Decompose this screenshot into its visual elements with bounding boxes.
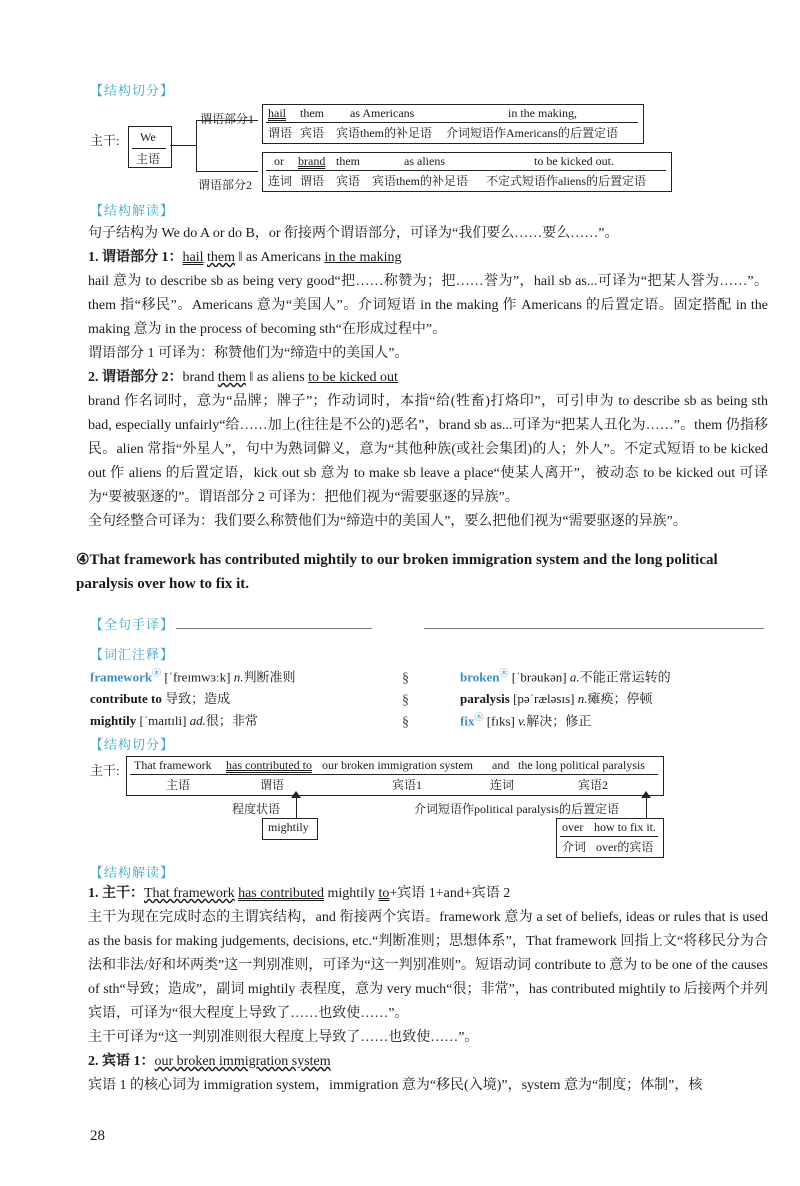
pred2-role: 宾语them的补足语 (372, 174, 468, 188)
fork-line (196, 120, 197, 172)
pred1-word: as Americans (350, 106, 415, 120)
fork-line (170, 145, 196, 146)
divider (132, 148, 166, 149)
vocab-mark: ㊍ (152, 668, 162, 678)
heading-part: them (217, 370, 246, 385)
main-word: the long political paralysis (518, 758, 645, 772)
heading-main-clause (88, 882, 510, 906)
heading-part: our broken immigration system (154, 1054, 331, 1069)
paragraph: 宾语 1 的核心词为 immigration system，immigration 意为“移民(入境)”，system 意为“制度；体制”，核 (88, 1078, 703, 1093)
vocab-word: framework (90, 669, 153, 685)
arrow-line (296, 796, 297, 818)
main-role: 连词 (490, 778, 515, 792)
vocab-mark: ㊍ (499, 668, 509, 678)
pred2-word: as aliens (404, 154, 445, 168)
pred1-word: them (300, 106, 324, 120)
heading-part: mightily (324, 886, 379, 901)
vocab-word: mightily (90, 713, 137, 728)
pred2-role: 不定式短语作aliens的后置定语 (486, 174, 646, 188)
pp-role: over的宾语 (596, 840, 654, 854)
main-role: 宾语1 (392, 778, 423, 792)
vocab-entry (90, 688, 230, 707)
translation-blank-line[interactable] (176, 628, 372, 629)
section-tag-structure-analysis-1: 【结构解读】 (90, 204, 175, 219)
main-role: 主语 (166, 778, 191, 792)
vocab-entry (90, 710, 258, 729)
vocab-meaning: 瘫痪；停顿 (587, 691, 653, 706)
vocab-pos: v. (518, 713, 527, 729)
heading-part: to be kicked out (308, 370, 398, 385)
vocab-entry (90, 666, 295, 685)
divider (266, 170, 666, 171)
pred1-role: 谓语 (268, 126, 293, 140)
main-role: 谓语 (260, 778, 285, 792)
heading-part: them (207, 250, 235, 265)
pred2-word: or (274, 154, 284, 168)
adverbial-label: 程度状语 (232, 802, 281, 816)
paragraph: brand 作名词时，意为“品牌；牌子”；作动词时，本指“给(牲畜)打烙印”，可引申为 to describe sb as being sth bad, especially unfairly“给……加上(往往是不公的)恶名”，brand sb as...可译为“把某人丑化为……”。them 仍指移民。alien 常指“外星人”，句中为熟词僻义，意为“其他种族(或社会集团)的人；外人”。不定式短语 to be kicked out 作 aliens 的后置定语，kick out sb 意为 to make sb leave a place“使某人离开”，被动态 to be kicked out 可译为“要被驱逐的”。谓语部分 2 可译为：把他们视为“需要驱逐的异族”。 (88, 394, 768, 505)
divider (266, 122, 638, 123)
pred2-role: 宾语 (336, 174, 361, 188)
column-divider-icon: § § § (402, 671, 409, 730)
heading-part: brand (182, 370, 215, 385)
paragraph: 主干为现在完成时态的主谓宾结构，and 衔接两个宾语。framework 意为 a set of beliefs, ideas or rules that is used as the basis for making judgements, decisions, etc.“判断准则；思想体系”，That framework 回指上文“将移民分为合法和非法/好和坏两类”这一判别准则，可译为“这一判别准则”。短语动词 contribute to 意为 to be one of the causes of sth“导致；造成”，副词 mightily 表程度，意为 very much“很；非常”，has contributed mightily to 后接两个并列宾语，可译为“很大程度上导致了……也致使……”。 (88, 910, 768, 1021)
heading-part: +宾语 1+and+宾语 2 (389, 886, 511, 901)
translation-blank-line[interactable] (424, 628, 764, 629)
pp-word: over (562, 820, 584, 834)
heading-num: 1. 谓语部分 1： (88, 250, 183, 265)
subject-word: We (140, 130, 156, 144)
vocab-meaning: 导致；造成 (165, 691, 231, 706)
section-tag-structure-split-1: 【结构切分】 (90, 84, 175, 99)
pred1-role: 宾语 (300, 126, 325, 140)
pred1-label: 谓语部分1 (200, 112, 255, 126)
vocab-meaning: 解决；修正 (526, 713, 592, 729)
pred2-word: brand (298, 154, 326, 168)
vocab-entry (460, 666, 671, 685)
pred1-role: 宾语them的补足语 (336, 126, 432, 140)
main-label: 主干: (90, 763, 120, 778)
vocab-phonetic: [fɪks] (486, 713, 515, 729)
vocab-word: paralysis (460, 691, 510, 706)
section-tag-full-translation: 【全句手译】 (90, 618, 175, 633)
heading-part: has contributed (238, 886, 324, 901)
heading-part: ‖ as aliens (245, 370, 309, 385)
heading-predicate-2 (88, 366, 398, 390)
pp-role: 介词 (562, 840, 587, 854)
arrow-up-icon (291, 791, 301, 798)
pred1-word: hail (268, 106, 286, 120)
pp-word: how to fix it. (594, 820, 656, 834)
vocab-meaning: 不能正常运转的 (579, 669, 671, 685)
vocab-word: contribute to (90, 691, 162, 706)
paragraph-intro: 句子结构为 We do A or do B，or 衔接两个谓语部分，可译为“我们要么……要么……”。 (88, 226, 619, 241)
heading-num: 2. 宾语 1： (88, 1054, 155, 1069)
paragraph: 主干可译为“这一判别准则很大程度上导致了……也致使……”。 (88, 1030, 479, 1045)
pred1-role: 介词短语作Americans的后置定语 (446, 126, 618, 140)
heading-part: That framework (144, 886, 235, 901)
vocab-meaning: 判断准则 (243, 669, 296, 685)
heading-object-1 (88, 1050, 331, 1074)
page-number: 28 (90, 1128, 105, 1144)
main-word: That framework (134, 758, 212, 772)
pp-label: 介词短语作political paralysis的后置定语 (414, 802, 619, 816)
heading-predicate-1 (88, 246, 401, 270)
vocab-phonetic: [ˈfreɪmwɜːk] (164, 669, 231, 685)
vocab-pos: ad. (189, 713, 206, 728)
heading-num: 2. 谓语部分 2： (88, 370, 183, 385)
main-word: and (492, 758, 510, 772)
pred1-word: in the making, (508, 106, 577, 120)
section-tag-structure-split-2: 【结构切分】 (90, 738, 175, 753)
heading-part: in the making (324, 250, 402, 265)
heading-num: 1. 主干： (88, 886, 144, 901)
sentence-number: ④ (76, 552, 90, 568)
heading-part: hail (182, 250, 204, 265)
paragraph: hail 意为 to describe sb as being very good“把……称赞为；把……誉为”，hail sb as...可译为“把某人誉为……”。them 指“移民”。Americans 意为“美国人”。介词短语 in the making 作 Americans 的后置定语。固定搭配 in the making 意为 in the process of becoming sth“在形成过程中”。 (88, 274, 768, 337)
main-word: has contributed to (226, 758, 312, 772)
vocab-mark: ㊍ (474, 712, 484, 722)
adverbial-word: mightily (268, 820, 309, 834)
main-word: our broken immigration system (322, 758, 473, 772)
pred2-label: 谓语部分2 (198, 178, 253, 192)
subject-role: 主语 (136, 152, 161, 166)
paragraph: 全句经整合可译为：我们要么称赞他们为“缔造中的美国人”，要么把他们视为“需要驱逐的异族”。 (88, 514, 687, 529)
divider (560, 836, 658, 837)
vocab-word: broken (460, 669, 500, 685)
fork-line (196, 171, 258, 172)
divider (130, 774, 658, 775)
vocab-pos: n. (233, 669, 244, 685)
section-tag-structure-analysis-2: 【结构解读】 (90, 866, 175, 881)
vocab-entry (460, 688, 652, 707)
vocab-pos: n. (577, 691, 588, 706)
main-role: 宾语2 (578, 778, 609, 792)
pred2-word: to be kicked out. (534, 154, 614, 168)
arrow-up-icon (641, 791, 651, 798)
vocab-phonetic: [ˈbrəukən] (511, 669, 567, 685)
vocab-pos: a. (569, 669, 580, 685)
vocab-meaning: 很；非常 (205, 713, 258, 728)
heading-part: to (378, 886, 390, 901)
heading-part: ‖ as Americans (235, 250, 325, 265)
section-tag-vocabulary: 【词汇注释】 (90, 648, 175, 663)
sentence-text: That framework has contributed mightily to our broken immigration system and the long political paralysis over how to fix it. (76, 552, 718, 592)
paragraph: 谓语部分 1 可译为：称赞他们为“缔造中的美国人”。 (88, 346, 409, 361)
sentence-4 (76, 548, 776, 596)
vocab-phonetic: [ˈmaɪtɪli] (139, 713, 187, 728)
vocab-entry (460, 710, 591, 729)
main-label: 主干: (90, 133, 120, 148)
vocab-phonetic: [pəˈræləsɪs] (513, 691, 575, 706)
arrow-line (646, 796, 647, 818)
pred2-role: 谓语 (300, 174, 325, 188)
pred2-role: 连词 (268, 174, 293, 188)
vocab-word: fix (460, 713, 475, 729)
pred2-word: them (336, 154, 360, 168)
